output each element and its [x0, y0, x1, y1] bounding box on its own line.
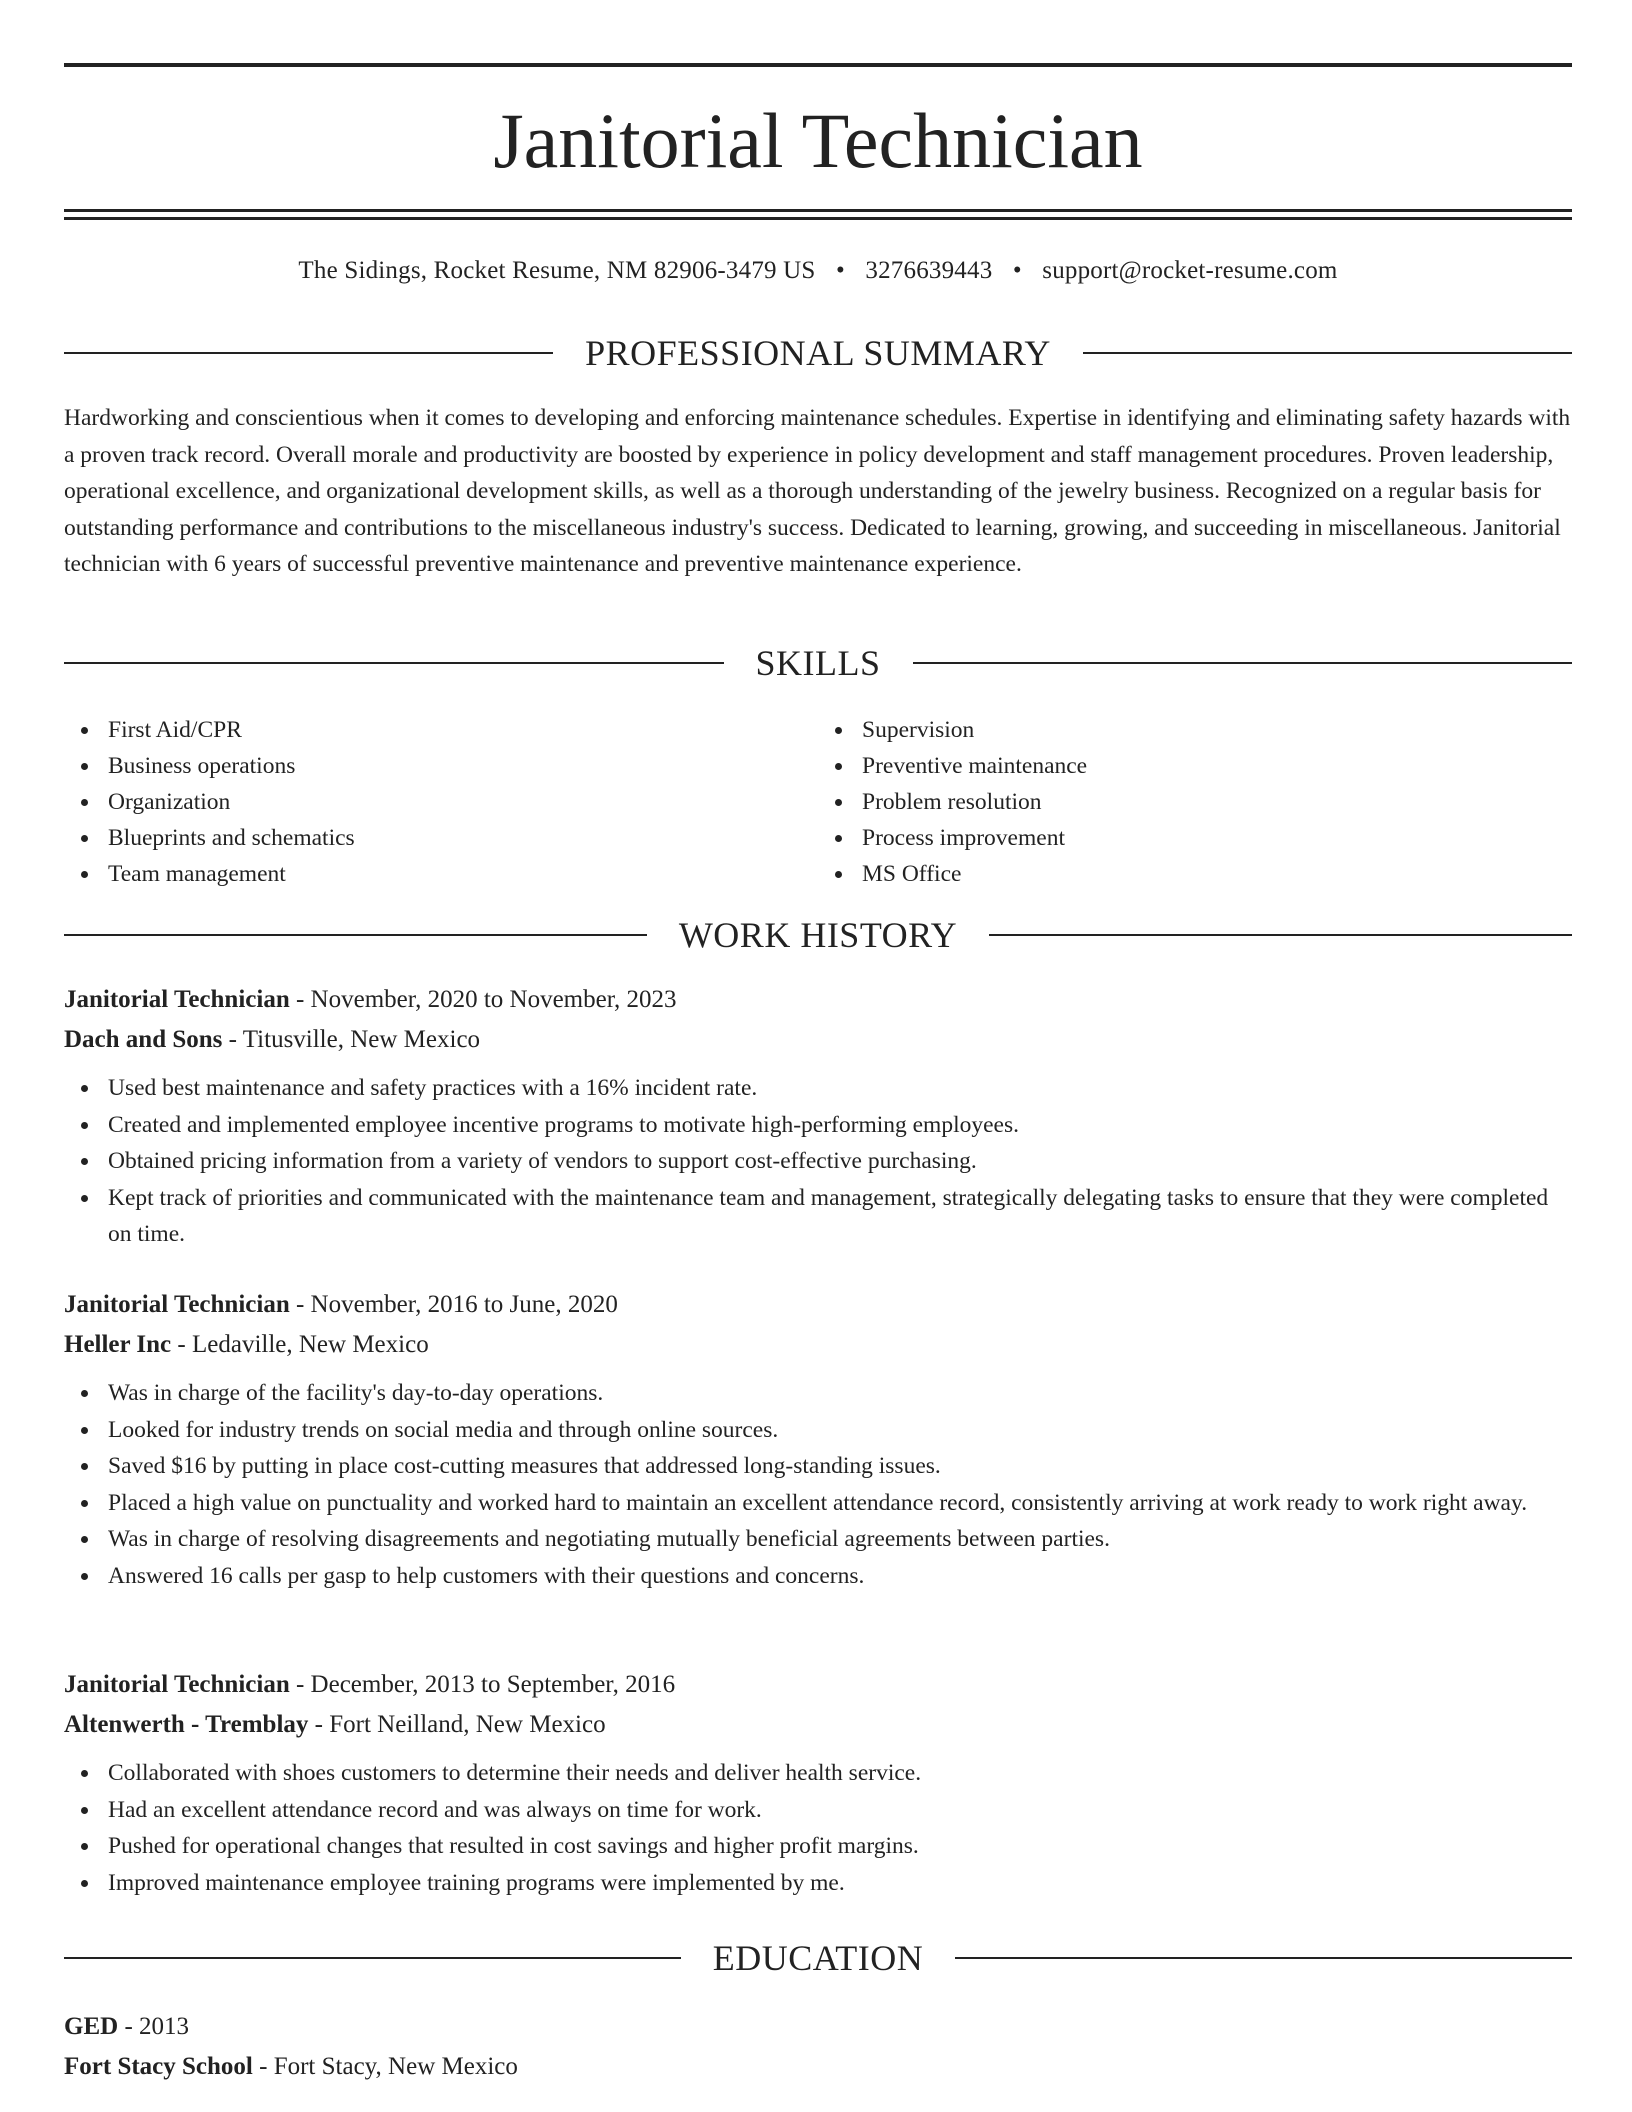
- job-title-line: [64, 980, 1572, 1020]
- job-bullet: Answered 16 calls per gasp to help customers with their questions and concerns.: [108, 1558, 1572, 1595]
- skills-list: [64, 712, 1572, 892]
- job-title-line: [64, 1285, 1572, 1325]
- skill-item: Team management: [108, 856, 818, 892]
- heading-rule-left: [64, 352, 553, 354]
- job-bullet: Improved maintenance employee training programs were implemented by me.: [108, 1865, 1572, 1902]
- skill-item: Process improvement: [862, 820, 1572, 856]
- contact-address: The Sidings, Rocket Resume, NM 82906-3479 US: [298, 257, 816, 284]
- skills-section-heading: [64, 641, 1572, 685]
- job-bullet: Was in charge of resolving disagreements and negotiating mutually beneficial agreements between parties.: [108, 1521, 1572, 1558]
- job-bullets: [64, 1375, 1572, 1594]
- education-school: Fort Stacy School: [64, 2053, 253, 2080]
- header-divider-rule: [64, 209, 1572, 212]
- contact-separator: •: [836, 257, 845, 284]
- job-location: - Ledaville, New Mexico: [177, 1331, 429, 1358]
- job-bullet: Created and implemented employee incentive programs to motivate high-performing employees.: [108, 1107, 1572, 1144]
- skill-item: Organization: [108, 784, 818, 820]
- candidate-name: Janitorial Technician: [493, 97, 1143, 184]
- job-title: Janitorial Technician: [64, 986, 290, 1013]
- skill-item: Problem resolution: [862, 784, 1572, 820]
- summary-text: Hardworking and conscientious when it comes to developing and enforcing maintenance schedules. Expertise in identifying and eliminating safety hazards with a proven track record. Overall morale and productivity are boosted by experience in policy development and staff management procedures. Proven leadership, operational excellence, and organizational development skills, as well as a thorough understanding of the jewelry business. Recognized on a regular basis for outstanding performance and contributions to the miscellaneous industry's success. Dedicated to learning, growing, and succeeding in miscellaneous. Janitorial technician with 6 years of successful preventive maintenance and preventive maintenance experience.: [64, 405, 1571, 578]
- job-title: Janitorial Technician: [64, 1291, 290, 1318]
- job-title-line: [64, 1665, 1572, 1705]
- skill-item: MS Office: [862, 856, 1572, 892]
- education-school-line: [64, 2047, 1572, 2087]
- heading-rule-left: [64, 662, 724, 664]
- education-heading-title: EDUCATION: [712, 1938, 924, 1978]
- work-section-heading: [64, 913, 1572, 957]
- skill-item: Preventive maintenance: [862, 748, 1572, 784]
- contact-line: [64, 254, 1572, 288]
- job-dates: - November, 2020 to November, 2023: [295, 986, 677, 1013]
- job-dates: - December, 2013 to September, 2016: [295, 1671, 676, 1698]
- heading-rule-right: [989, 934, 1572, 936]
- job-dates: - November, 2016 to June, 2020: [295, 1291, 618, 1318]
- job-bullets: [64, 1755, 1572, 1901]
- job-bullet: Obtained pricing information from a variety of vendors to support cost-effective purchasing.: [108, 1143, 1572, 1180]
- contact-phone: 3276639443: [865, 257, 993, 284]
- education-location: - Fort Stacy, New Mexico: [259, 2053, 518, 2080]
- job-bullet: Saved $16 by putting in place cost-cutting measures that addressed long-standing issues.: [108, 1448, 1572, 1485]
- education-degree: GED: [64, 2013, 119, 2040]
- job-bullet: Kept track of priorities and communicated with the maintenance team and management, strategically delegating tasks to ensure that they were completed on time.: [108, 1180, 1572, 1253]
- job-company-line: [64, 1020, 1572, 1060]
- job-company: Heller Inc: [64, 1331, 172, 1358]
- job-bullets: [64, 1070, 1572, 1253]
- job-bullet: Placed a high value on punctuality and worked hard to maintain an excellent attendance record, consistently arriving at work ready to work right away.: [108, 1485, 1572, 1522]
- skill-item: Business operations: [108, 748, 818, 784]
- skills-heading-title: SKILLS: [755, 643, 881, 683]
- education-entry: [64, 2007, 1572, 2087]
- job-bullet: Looked for industry trends on social media and through online sources.: [108, 1412, 1572, 1449]
- job-title: Janitorial Technician: [64, 1671, 290, 1698]
- education-year: - 2013: [124, 2013, 190, 2040]
- job-bullet: Used best maintenance and safety practices with a 16% incident rate.: [108, 1070, 1572, 1107]
- education-section-heading: [64, 1936, 1572, 1980]
- skill-item: Blueprints and schematics: [108, 820, 818, 856]
- heading-rule-left: [64, 934, 647, 936]
- job-bullet: Pushed for operational changes that resulted in cost savings and higher profit margins.: [108, 1828, 1572, 1865]
- summary-section-heading: [64, 331, 1572, 375]
- contact-email: support@rocket-resume.com: [1042, 257, 1338, 284]
- job-entry: [64, 1665, 1572, 1901]
- heading-rule-right: [1083, 352, 1572, 354]
- job-entry: [64, 980, 1572, 1253]
- header-divider-rule-second: [64, 217, 1572, 220]
- skill-item: First Aid/CPR: [108, 712, 818, 748]
- job-company-line: [64, 1325, 1572, 1365]
- skills-column-right: [818, 712, 1572, 892]
- education-degree-line: [64, 2007, 1572, 2047]
- job-company: Dach and Sons: [64, 1026, 223, 1053]
- job-location: - Fort Neilland, New Mexico: [314, 1711, 606, 1738]
- job-company-line: [64, 1705, 1572, 1745]
- summary-heading-title: PROFESSIONAL SUMMARY: [585, 333, 1051, 373]
- job-bullet: Was in charge of the facility's day-to-day operations.: [108, 1375, 1572, 1412]
- heading-rule-right: [913, 662, 1573, 664]
- heading-rule-left: [64, 1957, 681, 1959]
- work-heading-title: WORK HISTORY: [678, 915, 958, 955]
- contact-separator: •: [1012, 257, 1022, 284]
- job-company: Altenwerth - Tremblay: [64, 1711, 309, 1738]
- job-bullet: Collaborated with shoes customers to determine their needs and deliver health service.: [108, 1755, 1572, 1792]
- job-entry: [64, 1285, 1572, 1594]
- header-top-rule: [64, 63, 1572, 67]
- job-bullet: Had an excellent attendance record and was always on time for work.: [108, 1792, 1572, 1829]
- heading-rule-right: [955, 1957, 1572, 1959]
- skill-item: Supervision: [862, 712, 1572, 748]
- job-location: - Titusville, New Mexico: [228, 1026, 481, 1053]
- skills-column-left: [64, 712, 818, 892]
